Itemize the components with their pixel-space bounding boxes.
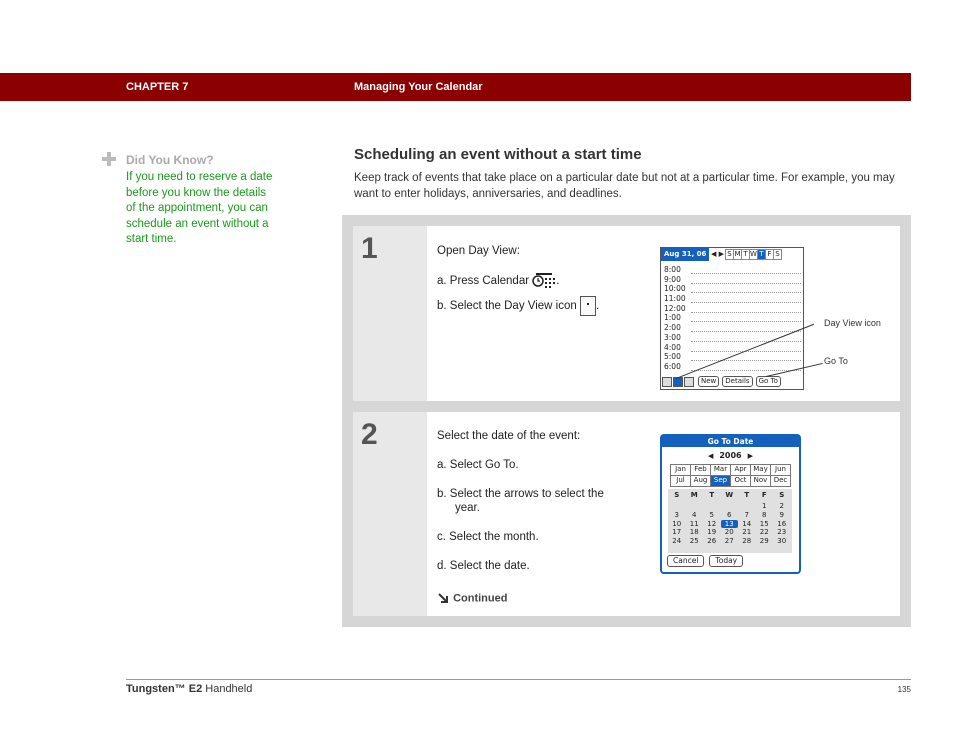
day-cell bbox=[703, 502, 721, 511]
year-value: 2006 bbox=[719, 451, 742, 460]
week-view-icon bbox=[684, 377, 694, 387]
week-day-selector bbox=[725, 249, 781, 260]
step-2-c: c. Select the month. bbox=[437, 531, 539, 543]
day-cell: 30 bbox=[777, 537, 787, 546]
day-view-bottombar bbox=[662, 376, 781, 387]
day-cell: 4 bbox=[692, 510, 697, 519]
day-cell: 26 bbox=[707, 537, 717, 546]
step-1-number-cell bbox=[353, 226, 427, 401]
time-label: 10:00 bbox=[664, 284, 686, 294]
plus-icon bbox=[102, 152, 116, 166]
week-day-button: S bbox=[725, 249, 734, 260]
step-1-b-text: b. Select the Day View icon bbox=[437, 300, 577, 313]
day-of-week-label: T bbox=[709, 491, 715, 499]
week-day-button: T bbox=[757, 249, 766, 260]
day-view-icon bbox=[580, 296, 596, 316]
day-cell: 10 bbox=[672, 519, 682, 528]
month-cell: Dec bbox=[770, 475, 791, 487]
day-of-week-label: W bbox=[725, 491, 734, 499]
step-2-a: a. Select Go To. bbox=[437, 459, 519, 471]
day-cell: 2 bbox=[779, 502, 784, 510]
continued-note bbox=[437, 592, 507, 605]
day-view-topbar bbox=[661, 248, 803, 261]
time-label: 6:00 bbox=[664, 361, 681, 371]
time-slot-line bbox=[691, 321, 801, 331]
time-slot-line bbox=[691, 283, 801, 293]
time-column bbox=[664, 265, 686, 372]
day-cell: 22 bbox=[759, 528, 769, 537]
prev-year-icon: ◀ bbox=[707, 452, 714, 460]
month-cell: Sep bbox=[710, 475, 731, 487]
month-cell: Feb bbox=[690, 464, 711, 476]
details-button: Details bbox=[722, 376, 752, 387]
day-cell: 23 bbox=[777, 528, 787, 537]
step-1-a bbox=[437, 273, 559, 289]
day-of-week-label: T bbox=[744, 491, 750, 499]
did-you-know-text: If you need to reserve a date before you know the details of the appointment, you can schedule an event without a start time. bbox=[126, 171, 273, 245]
step-2-b-cont: year. bbox=[455, 502, 480, 514]
step-1-a-end: . bbox=[556, 275, 560, 288]
day-cell: 17 bbox=[672, 528, 682, 537]
month-cell: Jan bbox=[670, 464, 691, 476]
step-1-a-text: a. Press Calendar bbox=[437, 275, 530, 288]
day-cell: 15 bbox=[759, 519, 769, 528]
week-day-button: W bbox=[750, 250, 757, 258]
month-cell: Aug bbox=[690, 475, 711, 487]
go-to-button: Go To bbox=[756, 376, 781, 387]
day-cell bbox=[721, 502, 739, 511]
year-selector bbox=[662, 451, 799, 463]
day-arrows-icon: ◀ ▶ bbox=[711, 250, 724, 258]
time-label: 2:00 bbox=[664, 323, 681, 333]
time-slot-line bbox=[691, 302, 801, 312]
time-label: 11:00 bbox=[664, 294, 686, 304]
month-cell: Oct bbox=[730, 475, 751, 487]
month-cell: Mar bbox=[710, 464, 731, 476]
step-number: 1 bbox=[361, 232, 378, 265]
go-to-date-buttons bbox=[667, 555, 748, 567]
week-day-button: M bbox=[734, 250, 741, 258]
time-label: 8:00 bbox=[664, 265, 681, 274]
day-cell bbox=[738, 502, 756, 511]
callout-go-to: Go To bbox=[824, 356, 848, 366]
footer-product-suffix: Handheld bbox=[202, 683, 253, 695]
cancel-button: Cancel bbox=[667, 555, 704, 567]
day-cell bbox=[686, 502, 704, 511]
time-label: 9:00 bbox=[664, 274, 681, 284]
step-2-lead: Select the date of the event: bbox=[437, 430, 581, 442]
day-cell: 25 bbox=[689, 537, 699, 546]
day-cell: 29 bbox=[759, 537, 769, 546]
time-label: 1:00 bbox=[664, 313, 681, 323]
step-number: 2 bbox=[361, 418, 378, 451]
day-cell: 28 bbox=[742, 537, 752, 546]
month-cell: Nov bbox=[750, 475, 771, 487]
step-1-b bbox=[437, 296, 599, 316]
chapter-title: Managing Your Calendar bbox=[354, 81, 483, 93]
week-day-button: F bbox=[765, 249, 774, 260]
did-you-know-title: Did You Know? bbox=[126, 153, 214, 167]
time-slot-line bbox=[691, 351, 801, 361]
chapter-label: CHAPTER 7 bbox=[126, 81, 189, 93]
step-2-b: b. Select the arrows to select the bbox=[437, 488, 604, 500]
month-cell: Jun bbox=[770, 464, 791, 476]
day-cell: 1 bbox=[762, 502, 767, 510]
day-of-week-label: S bbox=[674, 491, 680, 499]
time-label: 12:00 bbox=[664, 303, 686, 313]
footer-product bbox=[126, 683, 252, 695]
time-label: 5:00 bbox=[664, 352, 681, 362]
time-slot-lines bbox=[691, 273, 801, 380]
day-cell: 11 bbox=[689, 519, 699, 528]
week-day-button: T bbox=[741, 249, 750, 260]
day-view-screen bbox=[660, 247, 804, 390]
page-number: 135 bbox=[897, 685, 911, 694]
time-slot-line bbox=[691, 292, 801, 302]
day-cell bbox=[668, 502, 686, 511]
calendar-icon bbox=[532, 273, 556, 289]
day-view-date: Aug 31, 06 bbox=[661, 248, 709, 261]
day-cell: 13 bbox=[721, 520, 739, 529]
day-cell: 8 bbox=[762, 510, 767, 519]
step-2-d: d. Select the date. bbox=[437, 560, 530, 572]
month-grid bbox=[670, 464, 790, 486]
day-cell: 27 bbox=[724, 537, 734, 546]
day-cell: 3 bbox=[674, 510, 679, 519]
day-cell: 14 bbox=[742, 519, 752, 528]
month-cell: Jul bbox=[670, 475, 691, 487]
day-cell: 24 bbox=[672, 537, 682, 546]
day-cell: 21 bbox=[742, 528, 752, 537]
continued-arrow-icon bbox=[437, 592, 450, 605]
callout-day-view-icon: Day View icon bbox=[824, 318, 881, 328]
day-cell: 20 bbox=[724, 528, 734, 537]
day-of-week-header bbox=[668, 491, 791, 499]
next-year-icon: ▶ bbox=[747, 452, 754, 460]
week-day-button: S bbox=[773, 249, 782, 260]
footer-product-name: Tungsten™ E2 bbox=[126, 683, 203, 695]
day-cell: 12 bbox=[707, 519, 717, 528]
day-grid bbox=[668, 502, 791, 546]
go-to-date-title: Go To Date bbox=[662, 436, 799, 447]
footer-divider bbox=[126, 679, 911, 680]
month-cell: May bbox=[750, 464, 771, 476]
day-cell: 19 bbox=[707, 528, 717, 537]
chapter-header bbox=[0, 73, 911, 101]
today-button: Today bbox=[709, 555, 743, 567]
day-of-week-label: S bbox=[779, 491, 785, 499]
day-cell: 5 bbox=[709, 510, 714, 519]
section-title: Scheduling an event without a start time bbox=[354, 146, 642, 163]
month-cell: Apr bbox=[730, 464, 751, 476]
time-label: 4:00 bbox=[664, 342, 681, 352]
list-view-icon bbox=[662, 377, 672, 387]
time-label: 3:00 bbox=[664, 332, 681, 342]
step-1-b-end: . bbox=[595, 300, 600, 313]
day-of-week-label: F bbox=[761, 491, 767, 499]
new-button: New bbox=[698, 376, 719, 387]
day-cell: 7 bbox=[744, 510, 749, 519]
step-2-number-cell bbox=[353, 412, 427, 616]
step-1-lead: Open Day View: bbox=[437, 245, 520, 257]
day-cell: 6 bbox=[727, 510, 732, 519]
go-to-date-screen bbox=[660, 434, 801, 574]
section-intro: Keep track of events that take place on a particular date but not at a particular time. For example, you may want to enter holidays, anniversaries, and deadlines. bbox=[354, 172, 895, 200]
day-of-week-label: M bbox=[690, 491, 698, 499]
continued-label: Continued bbox=[453, 592, 508, 605]
time-slot-line bbox=[691, 312, 801, 322]
day-cell: 18 bbox=[689, 528, 699, 537]
time-slot-line bbox=[691, 273, 801, 283]
day-cell: 16 bbox=[777, 519, 787, 528]
day-cell: 9 bbox=[779, 510, 784, 519]
